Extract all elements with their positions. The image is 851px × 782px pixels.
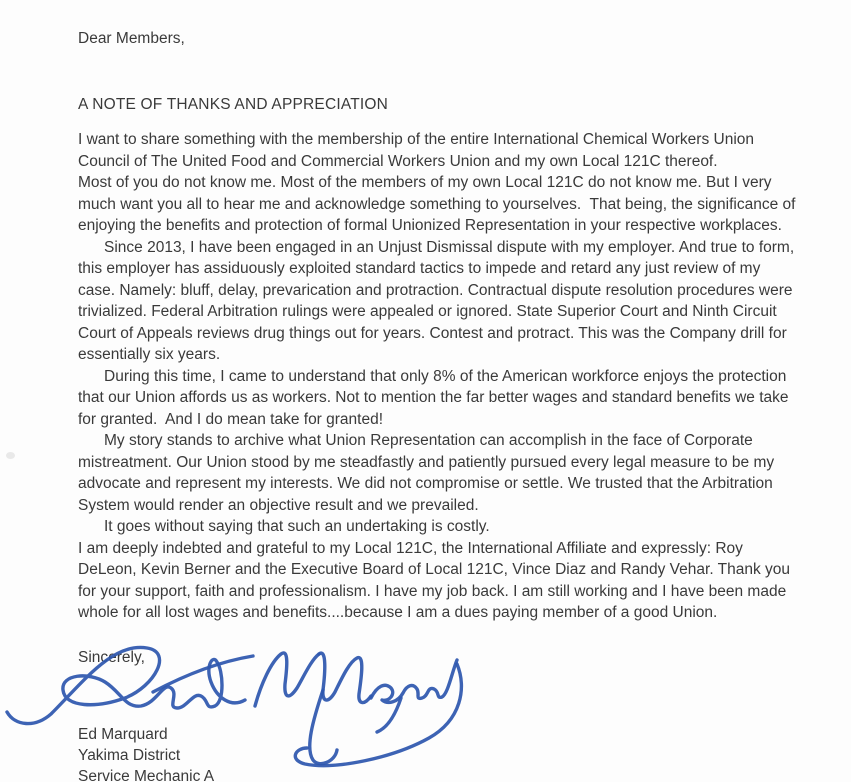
signer-title: Service Mechanic A (78, 767, 215, 782)
letter-paragraph: My story stands to archive what Union Representation can accomplish in the face of Corporate mistreatment. Our Union stood by me steadfastly and patiently pursued every legal measure to be my advocate and represent my interests. We did not compromise or settle. We trusted that the Arbitration System would render an objective result and we prevailed. (78, 432, 779, 514)
letter-paragraph: Since 2013, I have been engaged in an Unjust Dismissal dispute with my employer. And true to form, this employer has assiduously exploited standard tactics to impede and retard any just review of my case. Namely: bluff, delay, prevarication and protraction. Contractual dispute resolution procedures were trivialized. Federal Arbitration rulings were appealed or ignored. State Superior Court and Ninth Circuit Court of Appeals reviews drug things out for years. Contest and protract. This was the Company drill for essentially six years. (78, 238, 799, 363)
letter-paragraph: I am deeply indebted and grateful to my Local 121C, the International Affiliate and expressly: Roy DeLeon, Kevin Berner and the Executive Board of Local 121C, Vince Diaz and Randy Vehar. Thank you for your support, faith and professionalism. I have my job back. I am still working and I have been made whole for all lost wages and benefits....because I am a dues paying member of a good Union. (78, 539, 795, 621)
scan-artifact (6, 452, 15, 459)
letter-paragraph: During this time, I came to understand that only 8% of the American workforce enjoys the protection that our Union affords us as workers. Not to mention the far better wages and standard benefits we take for granted. And I do mean take for granted! (78, 367, 793, 428)
letter-body (78, 129, 800, 624)
letter-content (78, 28, 800, 782)
signer-block (78, 725, 796, 782)
signer-name: Ed Marquard (78, 726, 168, 743)
letter-paragraph: It goes without saying that such an undertaking is costly. (104, 518, 490, 535)
signer-district: Yakima District (78, 746, 181, 764)
subject-line: A NOTE OF THANKS AND APPRECIATION (78, 95, 389, 113)
salutation: Dear Members, (78, 30, 185, 47)
closing: Sincerely, (78, 648, 145, 666)
letter-paragraph: I want to share something with the membership of the entire International Chemical Workers Union Council of The United Food and Commercial Workers Union and my own Local 121C thereof. (78, 131, 759, 170)
letter-paragraph: Most of you do not know me. Most of the members of my own Local 121C do not know me. But I very much want you all to hear me and acknowledge something to yourselves. That being, the significance of enjoying the benefits and protection of formal Unionized Representation in your respective workplaces. (78, 174, 800, 234)
